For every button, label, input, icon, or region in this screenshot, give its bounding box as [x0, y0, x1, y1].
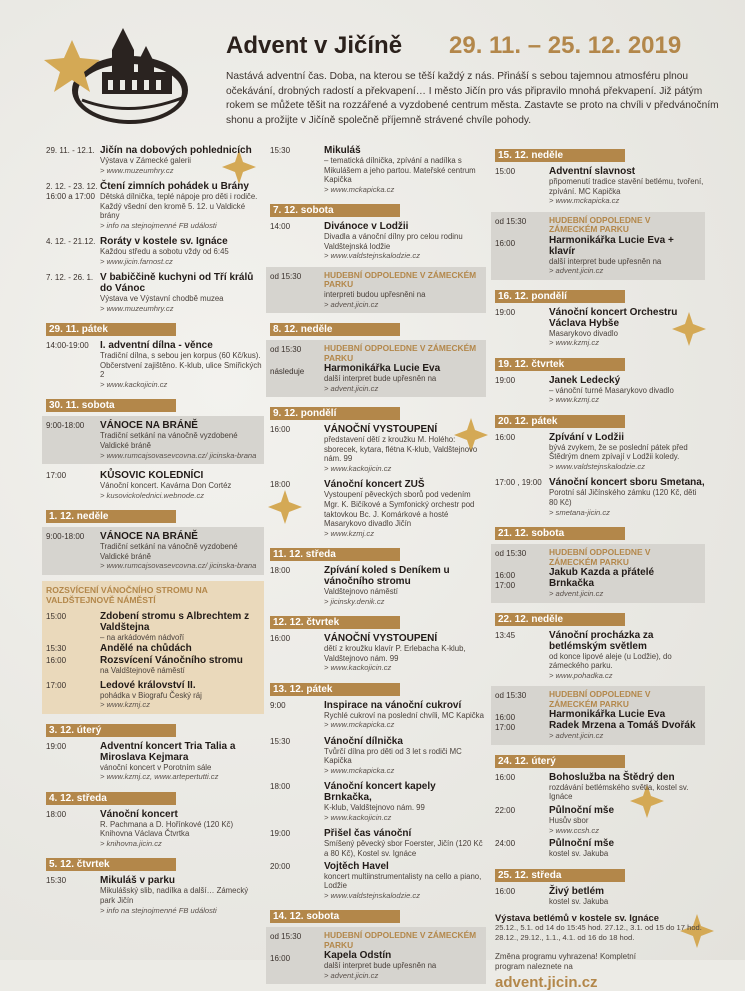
event-link[interactable]: > www.ccsh.cz	[549, 825, 600, 835]
event-title: VÁNOČNÍ VYSTOUPENÍ	[324, 424, 438, 436]
day-heading: 16. 12. pondělí	[495, 290, 625, 303]
page-title: Advent v Jičíně	[226, 32, 403, 59]
event-item: 16:00 Živý betlém kostel sv. Jakuba	[495, 886, 705, 907]
day-heading: 30. 11. sobota	[46, 399, 176, 412]
event-link[interactable]: > www.valdstejnskalodzie.cz	[324, 251, 421, 261]
event-title: Adventní slavnost	[549, 166, 636, 177]
day-heading: 13. 12. pátek	[270, 683, 400, 696]
event-link[interactable]: > www.kzmj.cz	[324, 528, 374, 538]
program-note: Změna programu vyhrazena! Kompletní program naleznete na	[495, 952, 636, 972]
day-heading: 22. 12. neděle	[495, 613, 625, 626]
event-link[interactable]: > www.jicin.farnost.cz	[100, 256, 173, 266]
event-title: Vojtěch Havel	[324, 860, 389, 872]
event-link[interactable]: > www.pohadka.cz	[549, 670, 613, 680]
event-link[interactable]: > advent.jicin.cz	[549, 266, 604, 276]
event-item: 15:00 Adventní slavnost připomenutí tradice stavění betlému, tvoření, zpívání. MC Kapička > www.mckapicka.cz	[495, 166, 704, 206]
event-item: 9:00-18:00 VÁNOCE NA BRÁNĚ Tradiční setkání na vánočně vyzdobené Valdické bráně > www.rumcajsovasevcovna.cz/ jicinska-brana	[42, 527, 264, 575]
event-item: 13:45 Vánoční procházka za betlémským světlem od konce lipové aleje (u Lodžie), do zámeckého parku. > www.pohadka.cz	[495, 630, 705, 681]
event-title: VÁNOCE NA BRÁNĚ	[100, 530, 198, 542]
event-item: 16:00 Rozsvícení Vánočního stromu na Valdštejnově náměstí	[46, 655, 260, 676]
day-heading: 24. 12. úterý	[495, 755, 625, 768]
event-link[interactable]: > smetana-jicin.cz	[549, 507, 610, 517]
event-title: Harmonikářka Lucie Eva + klavír	[549, 234, 674, 257]
event-item: 15:30 Vánoční dílnička Tvůrčí dílna pro děti od 3 let s rodiči MC Kapička > www.mckapicka.cz	[270, 736, 486, 776]
event-title: Andělé na chůdách	[100, 643, 192, 655]
event-title: Inspirace na vánoční cukroví	[324, 699, 462, 711]
event-link[interactable]: > jicinsky.denik.cz	[324, 596, 385, 606]
nativity-exhibition-title: Výstava betlémů v kostele sv. Ignáce	[495, 912, 659, 924]
event-title: Divánoce v Lodžii	[324, 221, 409, 233]
event-title: Čtení zimních pohádek u Brány	[100, 181, 249, 192]
event-item: 2. 12. - 23. 12. 16:00 a 17:00 Čtení zimních pohádek u Brány Dětská dílnička, teplé nápoje pro děti i rodiče. Každý všední den kromě 5. 12. u Valdické brány > info na stejnojmenné FB události	[46, 181, 264, 230]
event-item: 16:00 Zpívání v Lodžii bývá zvykem, že se poslední pátek před Štědrým dnem zpívají v Lodžii koledy. > www.valdstejnskalodzie.cz	[495, 432, 705, 472]
day-heading: 15. 12. neděle	[495, 149, 625, 162]
event-item: 7. 12. - 26. 1. V babiččině kuchyni od Tří králů do Vánoc Výstava ve Výstavní chodbě muzea > www.muzeumhry.cz	[46, 272, 264, 313]
event-title: VÁNOCE NA BRÁNĚ	[100, 420, 198, 432]
event-item: 20:00 Vojtěch Havel koncert multiinstrumentalisty na cello a piano, Lodžie > www.valdstejnskalodzie.cz	[270, 861, 486, 901]
event-link[interactable]: > www.kackojicin.cz	[100, 379, 168, 389]
event-item: 17:00 KŮSOVIC KOLEDNÍCI Vánoční koncert. Kavárna Don Cortéz > kusovickolednici.webnode.cz	[46, 470, 264, 500]
event-title: Vánoční koncert kapely Brnkačka,	[324, 781, 436, 804]
program-column-1	[46, 145, 264, 921]
day-heading: 5. 12. čtvrtek	[46, 858, 176, 871]
day-heading: 19. 12. čtvrtek	[495, 358, 625, 371]
music-afternoon: od 15:30 16:00 HUDEBNÍ ODPOLEDNE V ZÁMECKÉM PARKU Kapela Odstín další interpret bude upřesněn na > advent.jicin.cz	[266, 927, 486, 984]
day-heading: 14. 12. sobota	[270, 910, 400, 923]
event-item: 15:30 Mikuláš v parku Mikulášský slib, nadílka a další… Zámecký park Jičín > info na stejnojmenné FB události	[46, 875, 264, 915]
event-link[interactable]: > advent.jicin.cz	[324, 383, 379, 393]
event-title: Bohoslužba na Štědrý den	[549, 771, 675, 783]
day-heading: 25. 12. středa	[495, 869, 625, 882]
event-title: Brnkačka	[549, 578, 595, 590]
event-title: Zpívání koled s Deníkem u vánočního stromu	[324, 565, 450, 588]
event-title: Vánoční koncert	[100, 808, 178, 820]
event-link[interactable]: > www.mckapicka.cz	[549, 196, 620, 206]
event-link[interactable]: > advent.jicin.cz	[549, 731, 604, 741]
event-link[interactable]: > www.rumcajsovasevcovna.cz/ jicinska-brana	[100, 561, 257, 571]
event-link[interactable]: > knihovna.jicin.cz	[100, 838, 162, 848]
event-title: Adventní koncert Tria Talia a Miroslava Kejmara	[100, 740, 236, 763]
event-title: Mikuláš v parku	[100, 875, 176, 887]
event-link[interactable]: > www.muzeumhry.cz	[100, 303, 174, 313]
event-title: Radek Mrzena a Tomáš Dvořák	[549, 720, 696, 732]
event-link[interactable]: > kusovickolednici.webnode.cz	[100, 490, 205, 500]
event-title: Janek Ledecký	[549, 374, 621, 386]
music-afternoon: od 15:30 16:00 17:00 HUDEBNÍ ODPOLEDNE V ZÁMECKÉM PARKU Jakub Kazda a přátelé Brnkačka > advent.jicin.cz	[491, 544, 705, 603]
event-link[interactable]: > www.mckapicka.cz	[324, 720, 395, 730]
event-title: Mikuláš	[324, 145, 361, 156]
event-item: 4. 12. - 21.12. Roráty v kostele sv. Ignáce Každou středu a sobotu vždy od 6:45 > www.jicin.farnost.cz	[46, 236, 264, 266]
event-title: Rozsvícení Vánočního stromu	[100, 655, 243, 667]
intro-text: Nastává adventní čas. Doba, na kterou se těší každý z nás. Přináší s sebou tajemnou atmosféru plnou očekávání, drobných radostí a překvapení… I město Jičín pro vás připravilo mnohá překvapení. Již pátým rokem se můžete těšit na rozzářené a vyzdobené centrum města. Zastavte se proto na chvíli v předvánočním shonu a prožijte v Jičíně společně příjemně strávené chvíle pohody.	[226, 71, 719, 126]
event-item: 16:00 VÁNOČNÍ VYSTOUPENÍ představení dětí z kroužku M. Holého: sborecek, kytara, flétna K-klub, Valdštejnovo nám. 99 > www.kackojicin.cz	[270, 424, 486, 473]
header	[0, 0, 745, 140]
day-heading: 9. 12. pondělí	[270, 407, 400, 420]
event-item: 18:00 Zpívání koled s Deníkem u vánočního stromu Valdštejnovo náměstí > jicinsky.denik.cz	[270, 565, 486, 606]
event-link[interactable]: > www.kzmj.cz	[549, 338, 599, 348]
event-title: I. adventní dílna - věnce	[100, 340, 213, 352]
event-title: Zpívání v Lodžii	[549, 431, 625, 443]
event-title: Kapela Odstín	[324, 950, 392, 962]
event-title: Vánoční koncert sboru Smetana,	[549, 477, 705, 489]
event-item: 15:30 Mikuláš – tematická dílnička, zpívání a nadílka s Mikulášem a jeho partou. Mateřské centrum Kapička > www.mckapicka.cz	[270, 145, 486, 194]
event-link[interactable]: > advent.jicin.cz	[324, 970, 379, 980]
event-link[interactable]: > www.mckapicka.cz	[324, 765, 395, 775]
event-title: Živý betlém	[549, 885, 605, 897]
event-title: Jičín na dobových pohlednicích	[100, 145, 252, 156]
event-title: Roráty v kostele sv. Ignáce	[100, 236, 228, 248]
event-title: KŮSOVIC KOLEDNÍCI	[100, 469, 204, 481]
event-title: Půlnoční mše	[549, 837, 615, 849]
day-heading: 7. 12. sobota	[270, 204, 400, 217]
date-range: 29. 11. – 25. 12. 2019	[449, 32, 682, 59]
event-title: VÁNOČNÍ VYSTOUPENÍ	[324, 633, 438, 645]
nativity-exhibition-dates: 25.12., 5.1. od 14 do 15:45 hod. 27.12., 3.1. od 15 do 17 hod. 28.12., 29.12., 1.1., 4.1. od 16 do 18 hod.	[495, 923, 702, 942]
event-item: 17:00 Ledové království II. pohádka v Biografu Český ráj > www.kzmj.cz	[46, 680, 260, 710]
day-heading: 8. 12. neděle	[270, 323, 400, 336]
event-title: Vánoční koncert ZUŠ	[324, 479, 425, 491]
event-item: 19:00 Adventní koncert Tria Talia a Miroslava Kejmara vánoční koncert v Porotním sále > www.kzmj.cz, www.artepertutti.cz	[46, 741, 264, 782]
day-heading: 3. 12. úterý	[46, 724, 176, 737]
music-afternoon-heading: HUDEBNÍ ODPOLEDNE V ZÁMECKÉM PARKU	[324, 930, 477, 950]
event-item: 22:00 Půlnoční mše Husův sbor > www.ccsh.cz	[495, 805, 705, 835]
event-link[interactable]: > www.kackojicin.cz	[324, 463, 392, 473]
event-item: 9:00-18:00 VÁNOCE NA BRÁNĚ Tradiční setkání na vánočně vyzdobené Valdické bráně > www.rumcajsovasevcovna.cz/ jicinska-brana	[42, 416, 264, 464]
event-link[interactable]: > www.kackojicin.cz	[324, 663, 392, 673]
program-column-3	[495, 145, 705, 991]
music-afternoon-heading: HUDEBNÍ ODPOLEDNE V ZÁMECKÉM PARKU	[549, 689, 651, 709]
event-item: 18:00 Vánoční koncert kapely Brnkačka, K-klub, Valdštejnovo nám. 99 > www.kackojicin.cz	[270, 781, 486, 822]
music-afternoon-heading: HUDEBNÍ ODPOLEDNE V ZÁMECKÉM PARKU	[549, 214, 651, 235]
event-item: 14:00 Divánoce v Lodžii Divadla a vánoční dílny pro celou rodinu Valdštejnská lodžie > www.valdstejnskalodzie.cz	[270, 221, 486, 261]
event-link[interactable]: > www.valdstejnskalodzie.cz	[549, 461, 646, 471]
music-afternoon: od 15:30 HUDEBNÍ ODPOLEDNE V ZÁMECKÉM PARKU interpreti budou upřesněni na > advent.jicin.cz	[266, 267, 486, 313]
event-item: 19:00 Vánoční koncert Orchestru Václava Hybše Masarykovo divadlo > www.kzmj.cz	[495, 307, 705, 348]
event-item: 14:00-19:00 I. adventní dílna - věnce Tradiční dílna, s sebou jen korpus (60 Kč/kus). Občerstvení zajištěno. K-klub, ulice Smiřických 2 > www.kackojicin.cz	[46, 340, 264, 389]
program-column-2	[270, 145, 486, 990]
event-item: 15:00 Zdobení stromu s Albrechtem z Valdštejna – na arkádovém nádvoří	[46, 611, 260, 643]
event-title: Vánoční procházka za betlémským světlem	[549, 629, 654, 652]
music-afternoon-heading: HUDEBNÍ ODPOLEDNE V ZÁMECKÉM PARKU	[324, 269, 477, 290]
event-item: 19:00 Janek Ledecký – vánoční turné Masarykovo divadlo > www.kzmj.cz	[495, 375, 705, 405]
event-item: 15:30 Andělé na chůdách	[46, 643, 260, 654]
day-heading: 20. 12. pátek	[495, 415, 625, 428]
event-title: Jakub Kazda a přátelé	[549, 567, 655, 579]
event-link[interactable]: > www.rumcajsovasevcovna.cz/ jicinska-brana	[100, 450, 257, 460]
event-link[interactable]: > info na stejnojmenné FB události	[100, 905, 217, 915]
day-heading: 29. 11. pátek	[46, 323, 176, 336]
event-title: Přišel čas vánoční	[324, 828, 412, 840]
event-link[interactable]: > www.mckapicka.cz	[324, 184, 395, 194]
website-link[interactable]: advent.jicin.cz	[495, 974, 598, 991]
event-title: Harmonikářka Lucie Eva	[549, 709, 666, 721]
event-link[interactable]: > www.valdstejnskalodzie.cz	[324, 890, 421, 900]
event-link[interactable]: > www.muzeumhry.cz	[100, 165, 174, 175]
music-afternoon: od 15:30 16:00 17:00 HUDEBNÍ ODPOLEDNE V ZÁMECKÉM PARKU Harmonikářka Lucie Eva Radek Mrzena a Tomáš Dvořák > advent.jicin.cz	[491, 686, 705, 745]
event-item: 17:00 , 19:00 Vánoční koncert sboru Smetana, Porotní sál Jičínského zámku (120 Kč, děti 80 Kč) > smetana-jicin.cz	[495, 477, 705, 517]
event-title: Vánoční dílnička	[324, 735, 403, 747]
event-item: 29. 11. - 12.1. Jičín na dobových pohlednicích Výstava v Zámecké galerii > www.muzeumhry.cz	[46, 145, 264, 175]
event-link[interactable]: > www.kzmj.cz	[100, 700, 150, 710]
event-item: 18:00 Vánoční koncert R. Pachmana a D. Hořínkové (120 Kč) Knihovna Václava Čtvrtka > knihovna.jicin.cz	[46, 809, 264, 849]
event-link[interactable]: > info na stejnojmenné FB události	[100, 220, 217, 230]
event-item: 19:00 Přišel čas vánoční Smíšený pěvecký sbor Foerster, Jičín (120 Kč a 80 Kč), Kostel sv. Ignáce	[270, 828, 486, 858]
day-heading: 11. 12. středa	[270, 548, 400, 561]
event-item: 16:00 VÁNOČNÍ VYSTOUPENÍ dětí z kroužku klavír P. Erlebacha K-klub, Valdštejnovo nám. 99 > www.kackojicin.cz	[270, 633, 486, 673]
day-heading: 4. 12. středa	[46, 792, 176, 805]
event-title: Ledové království II.	[100, 679, 196, 691]
event-link[interactable]: > www.kzmj.cz, www.artepertutti.cz	[100, 772, 219, 782]
event-item: 16:00 Bohoslužba na Štědrý den rozdávání betlémského světla, kostel sv. Ignáce	[495, 772, 705, 802]
day-heading: 12. 12. čtvrtek	[270, 616, 400, 629]
tree-lighting-heading: ROZSVÍCENÍ VÁNOČNÍHO STROMU NA VALDŠTEJNOVĚ NÁMĚSTÍ	[46, 584, 208, 605]
event-link[interactable]: > advent.jicin.cz	[549, 589, 604, 599]
music-afternoon: od 15:30 následuje HUDEBNÍ ODPOLEDNE V ZÁMECKÉM PARKU Harmonikářka Lucie Eva další interpret bude upřesněn na > advent.jicin.cz	[266, 340, 486, 397]
event-title: V babiččině kuchyni od Tří králů do Vánoc	[100, 272, 254, 295]
music-afternoon-heading: HUDEBNÍ ODPOLEDNE V ZÁMECKÉM PARKU	[324, 342, 477, 363]
music-afternoon: od 15:30 16:00 HUDEBNÍ ODPOLEDNE V ZÁMECKÉM PARKU Harmonikářka Lucie Eva + klavír další interpret bude upřesněn na > advent.jicin.cz	[491, 212, 705, 280]
tree-lighting-box	[42, 581, 264, 714]
event-item: 9:00 Inspirace na vánoční cukroví Rychlé cukroví na poslední chvíli, MC Kapička > www.mckapicka.cz	[270, 700, 486, 730]
music-afternoon-heading: HUDEBNÍ ODPOLEDNE V ZÁMECKÉM PARKU	[549, 546, 651, 567]
event-link[interactable]: > www.kackojicin.cz	[324, 812, 392, 822]
event-link[interactable]: > www.kzmj.cz	[549, 395, 599, 405]
event-item: 24:00 Půlnoční mše kostel sv. Jakuba	[495, 838, 705, 859]
day-heading: 1. 12. neděle	[46, 510, 176, 523]
event-title: Vánoční koncert Orchestru Václava Hybše	[549, 306, 678, 329]
event-link[interactable]: > advent.jicin.cz	[324, 299, 379, 309]
event-item: 18:00 Vánoční koncert ZUŠ Vystoupení pěveckých sborů pod vedením Mgr. K. Bičíkové a Symfonický orchestr pod taktovkou Bc. J. Komárkové a hosté Masarykovo divadlo Jičín > www.kzmj.cz	[270, 479, 486, 538]
event-title: Zdobení stromu s Albrechtem z Valdštejna	[100, 610, 250, 633]
event-title: Harmonikářka Lucie Eva	[324, 363, 441, 375]
day-heading: 21. 12. sobota	[495, 527, 625, 540]
town-logo-icon	[42, 20, 192, 130]
event-title: Půlnoční mše	[549, 804, 615, 816]
